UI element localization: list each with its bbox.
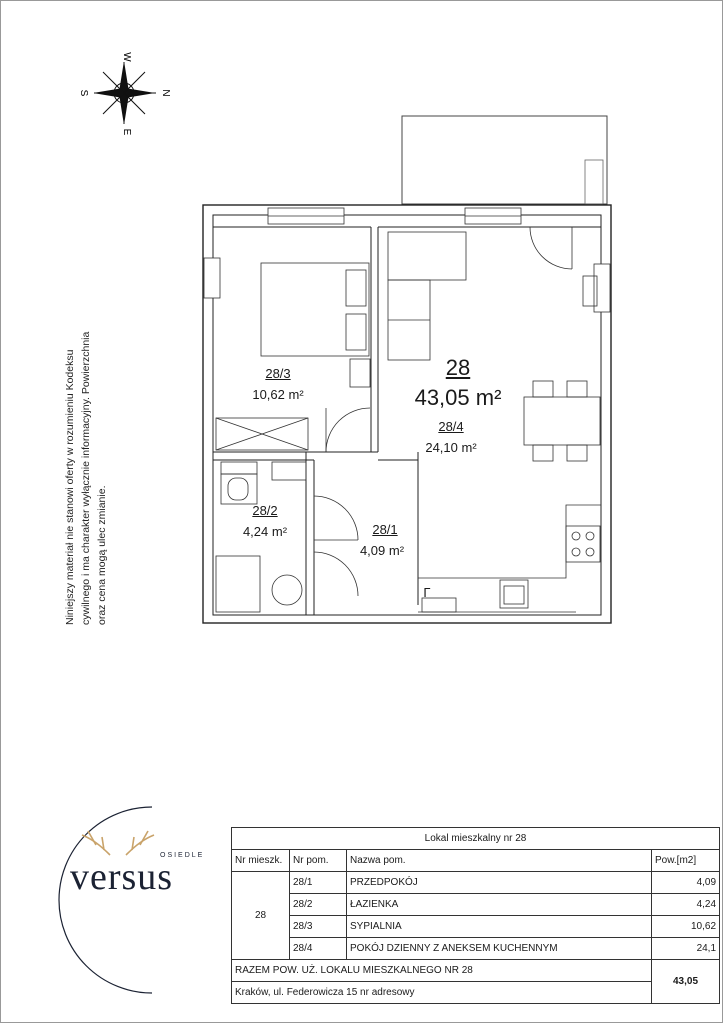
compass-rose-icon: [94, 62, 156, 124]
unit-table: [231, 827, 720, 1004]
compass-north: N: [160, 89, 171, 97]
row-name: POKÓJ DZIENNY Z ANEKSEM KUCHENNYM: [347, 938, 652, 960]
room-28-2-code: 28/2: [252, 503, 278, 518]
logo-subtitle: OSIEDLE: [160, 852, 205, 859]
room-28-1-area: 4,09 m²: [359, 543, 405, 558]
logo-name: versus: [70, 856, 174, 898]
room-28-3-code: 28/3: [265, 366, 291, 381]
table-row: [232, 894, 720, 916]
fixture-symbol: Γ: [423, 585, 431, 600]
table-row: [232, 938, 720, 960]
row-nr: 28/1: [290, 872, 347, 894]
outer-walls: [203, 205, 611, 623]
room-28-1-code: 28/1: [372, 522, 398, 537]
apartment-number: 28: [445, 355, 471, 380]
disclaimer-line-1: Niniejszy materiał nie stanowi oferty w rozumieniu Kodeksu: [64, 349, 76, 625]
antlers-icon: [82, 831, 154, 855]
room-28-4-area: 24,10 m²: [425, 440, 477, 455]
disclaimer-line-3: oraz cena mogą ulec zmianie.: [96, 485, 108, 625]
header-nr-mieszk: Nr mieszk.: [232, 850, 290, 872]
kitchen-counter: [418, 505, 601, 612]
row-area: 24,1: [652, 938, 720, 960]
header-nazwa: Nazwa pom.: [347, 850, 652, 872]
compass-west: W: [121, 52, 132, 62]
address: Kraków, ul. Federowicza 15 nr adresowy: [232, 982, 652, 1004]
total-value: 43,05: [652, 960, 720, 1004]
row-nr: 28/4: [290, 938, 347, 960]
row-area: 10,62: [652, 916, 720, 938]
table-title: Lokal mieszkalny nr 28: [232, 828, 720, 850]
row-name: ŁAZIENKA: [347, 894, 652, 916]
row-nr: 28/2: [290, 894, 347, 916]
row-name: SYPIALNIA: [347, 916, 652, 938]
room-28-2-area: 4,24 m²: [242, 524, 288, 539]
header-nr-pom: Nr pom.: [290, 850, 347, 872]
versus-logo: [40, 805, 240, 995]
bedroom-furniture: [216, 263, 370, 450]
row-name: PRZEDPOKÓJ: [347, 872, 652, 894]
table-row: [232, 872, 720, 894]
apartment-area: 43,05 m²: [414, 385, 502, 410]
disclaimer-line-2: cywilnego i ma charakter wyłącznie informacyjny. Powierzchnia: [80, 331, 92, 625]
row-area: 4,24: [652, 894, 720, 916]
compass-east: E: [121, 128, 132, 136]
row-nr: 28/3: [290, 916, 347, 938]
room-28-3-area: 10,62 m²: [252, 387, 304, 402]
compass-south: S: [78, 89, 89, 97]
room-28-4-code: 28/4: [438, 419, 464, 434]
total-label: RAZEM POW. UŻ. LOKALU MIESZKALNEGO NR 28: [232, 960, 652, 982]
doors: [314, 227, 572, 596]
disclaimer: [62, 265, 110, 625]
table-row: [232, 916, 720, 938]
balcony: [402, 116, 607, 204]
header-pow: Pow.[m2]: [652, 850, 720, 872]
row-area: 4,09: [652, 872, 720, 894]
windows: [204, 208, 610, 312]
unit-number: 28: [232, 872, 290, 960]
